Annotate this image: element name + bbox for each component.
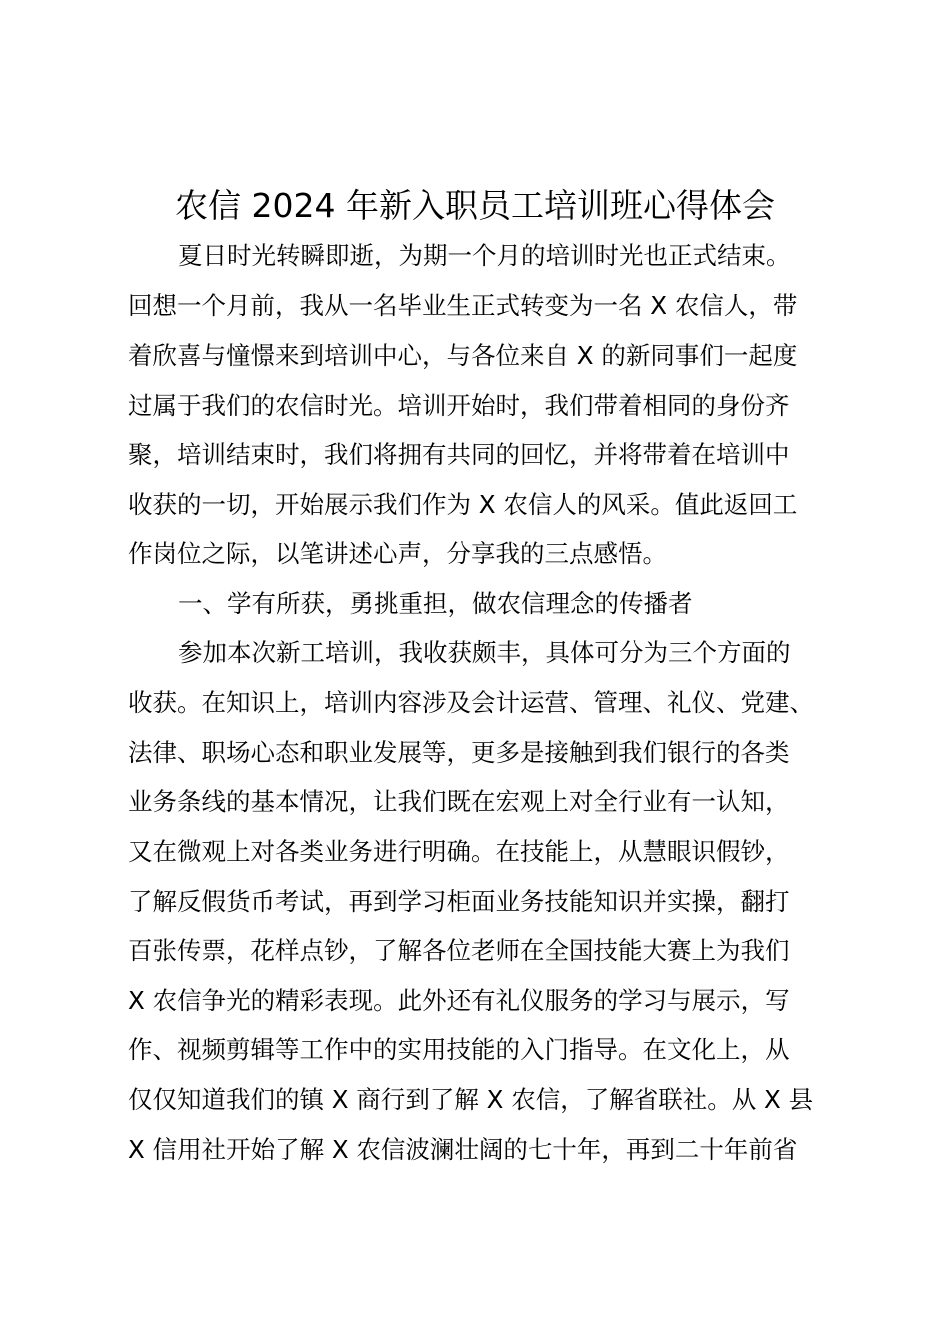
paragraph-line: 参加本次新工培训，我收获颇丰，具体可分为三个方面的 — [178, 638, 791, 667]
paragraph-line: 了解反假货币考试，再到学习柜面业务技能知识并实操，翻打 — [128, 887, 790, 916]
paragraph-line: 着欣喜与憧憬来到培训中心，与各位来自 X 的新同事们一起度 — [128, 341, 798, 370]
paragraph-line: 收获的一切，开始展示我们作为 X 农信人的风采。值此返回工 — [128, 490, 798, 519]
paragraph-line: 作岗位之际，以笔讲述心声，分享我的三点感悟。 — [128, 539, 667, 568]
paragraph-line: 百张传票，花样点钞，了解各位老师在全国技能大赛上为我们 — [128, 936, 790, 965]
paragraph-line: 夏日时光转瞬即逝，为期一个月的培训时光也正式结束。 — [178, 241, 791, 270]
paragraph-line: 回想一个月前，我从一名毕业生正式转变为一名 X 农信人，带 — [128, 291, 798, 320]
section-heading: 一、学有所获，勇挑重担，做农信理念的传播者 — [178, 589, 693, 618]
paragraph-line: 作、视频剪辑等工作中的实用技能的入门指导。在文化上，从 — [128, 1035, 790, 1064]
paragraph-line: 收获。在知识上，培训内容涉及会计运营、管理、礼仪、党建、 — [128, 688, 814, 717]
paragraph-line: 业务条线的基本情况，让我们既在宏观上对全行业有一认知， — [128, 787, 790, 816]
paragraph-line: 过属于我们的农信时光。培训开始时，我们带着相同的身份齐 — [128, 391, 790, 420]
paragraph-line: X 信用社开始了解 X 农信波澜壮阔的七十年，再到二十年前省 — [128, 1135, 798, 1164]
paragraph-line: 又在微观上对各类业务进行明确。在技能上，从慧眼识假钞， — [128, 837, 790, 866]
paragraph-line: 仅仅知道我们的镇 X 商行到了解 X 农信，了解省联社。从 X 县 — [128, 1085, 814, 1114]
paragraph-line: X 农信争光的精彩表现。此外还有礼仪服务的学习与展示，写 — [128, 986, 790, 1015]
document-title: 农信 2024 年新入职员工培训班心得体会 — [175, 186, 775, 225]
paragraph-line: 聚，培训结束时，我们将拥有共同的回忆，并将带着在培训中 — [128, 440, 790, 469]
paragraph-line: 法律、职场心态和职业发展等，更多是接触到我们银行的各类 — [128, 738, 790, 767]
